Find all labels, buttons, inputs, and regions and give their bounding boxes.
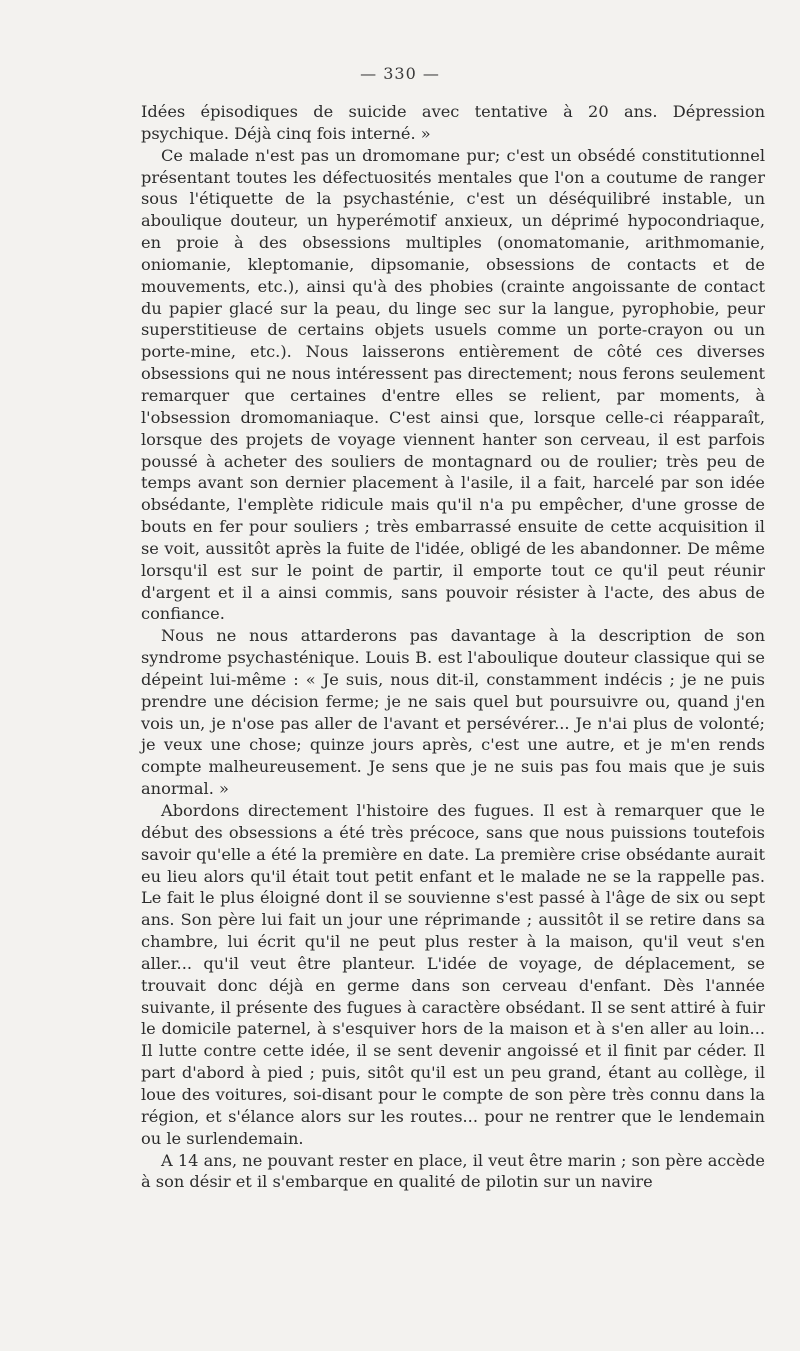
paragraph: A 14 ans, ne pouvant rester en place, il veut être marin ; son père accède à son désir et il s'embarque en qualité de pilotin sur un navire (141, 1150, 765, 1192)
paragraph: Ce malade n'est pas un dromomane pur; c'est un obsédé constitutionnel présentant toutes les défectuosités mentales que l'on a coutume de ranger sous l'étiquette de la psychasténie, c'est un déséquilibré instable, un aboulique douteur, un hyperémotif anxieux, un déprimé hypocondriaque, en proie à des obsessions multiples (onomatomanie, arithmomanie, oniomanie, kleptomanie, dipsomanie, obsessions de contacts et de mouvements, etc.), ainsi qu'à des phobies (crainte angoissante de contact du papier glacé sur la peau, du linge sec sur la langue, pyrophobie, peur superstitieuse de certains objets usuels comme un porte-crayon ou un porte-mine, etc.). Nous laisserons entièrement de côté ces diverses obsessions qui ne nous intéressent pas directement; nous ferons seulement remarquer que certaines d'entre elles se relient, par moments, à l'obsession dromomaniaque. C'est ainsi que, lorsque celle-ci réapparaît, lorsque des projets de voyage viennent hanter son cerveau, il est parfois poussé à acheter des souliers de montagnard ou de roulier; très peu de temps avant son dernier placement à l'asile, il a fait, harcelé par son idée obsédante, l'emplète ridicule mais qu'il n'a pu empêcher, d'une grosse de bouts en fer pour souliers ; très embarrassé ensuite de cette acquisition il se voit, aussitôt après la fuite de l'idée, obligé de les abandonner. De même lorsqu'il est sur le point de partir, il emporte tout ce qu'il peut réunir d'argent et il a ainsi commis, sans pouvoir résister à l'acte, des abus de confiance. (141, 145, 765, 624)
body-text (141, 101, 765, 1193)
page-number: — 330 — (360, 64, 440, 83)
paragraph: Idées épisodiques de suicide avec tentative à 20 ans. Dépression psychique. Déjà cinq fois interné. » (141, 102, 765, 143)
paragraph: Nous ne nous attarderons pas davantage à la description de son syndrome psychasténique. Louis B. est l'aboulique douteur classique qui se dépeint lui-même : « Je suis, nous dit-il, constamment indécis ; je ne puis prendre une décision ferme; je ne sais quel but poursuivre ou, quand j'en vois un, je n'ose pas aller de l'avant et persévérer... Je n'ai plus de volonté; je veux une chose; quinze jours après, c'est une autre, et je m'en rends compte malheureusement. Je sens que je ne suis pas fou mais que je suis anormal. » (141, 626, 765, 799)
paragraph: Abordons directement l'histoire des fugues. Il est à remarquer que le début des obsessions a été très précoce, sans que nous puissions toutefois savoir qu'elle a été la première en date. La première crise obsédante aurait eu lieu alors qu'il était tout petit enfant et le malade ne se la rappelle pas. Le fait le plus éloigné dont il se souvienne s'est passé à l'âge de six ou sept ans. Son père lui fait un jour une réprimande ; aussitôt il se retire dans sa chambre, lui écrit qu'il ne peut plus rester à la maison, qu'il veut s'en aller... qu'il veut être planteur. L'idée de voyage, de déplacement, se trouvait donc déjà en germe dans son cerveau d'enfant. Dès l'année suivante, il présente des fugues à caractère obsédant. Il se sent attiré à fuir le domicile paternel, à s'esquiver hors de la maison et à s'en aller au loin... Il lutte contre cette idée, il se sent devenir angoissé et il finit par céder. Il part d'abord à pied ; puis, sitôt qu'il est un peu grand, étant au collège, il loue des voitures, soi-disant pour le compte de son père très connu dans la région, et s'élance alors sur les routes... pour ne rentrer que le lendemain ou le surlendemain. (141, 801, 765, 1148)
